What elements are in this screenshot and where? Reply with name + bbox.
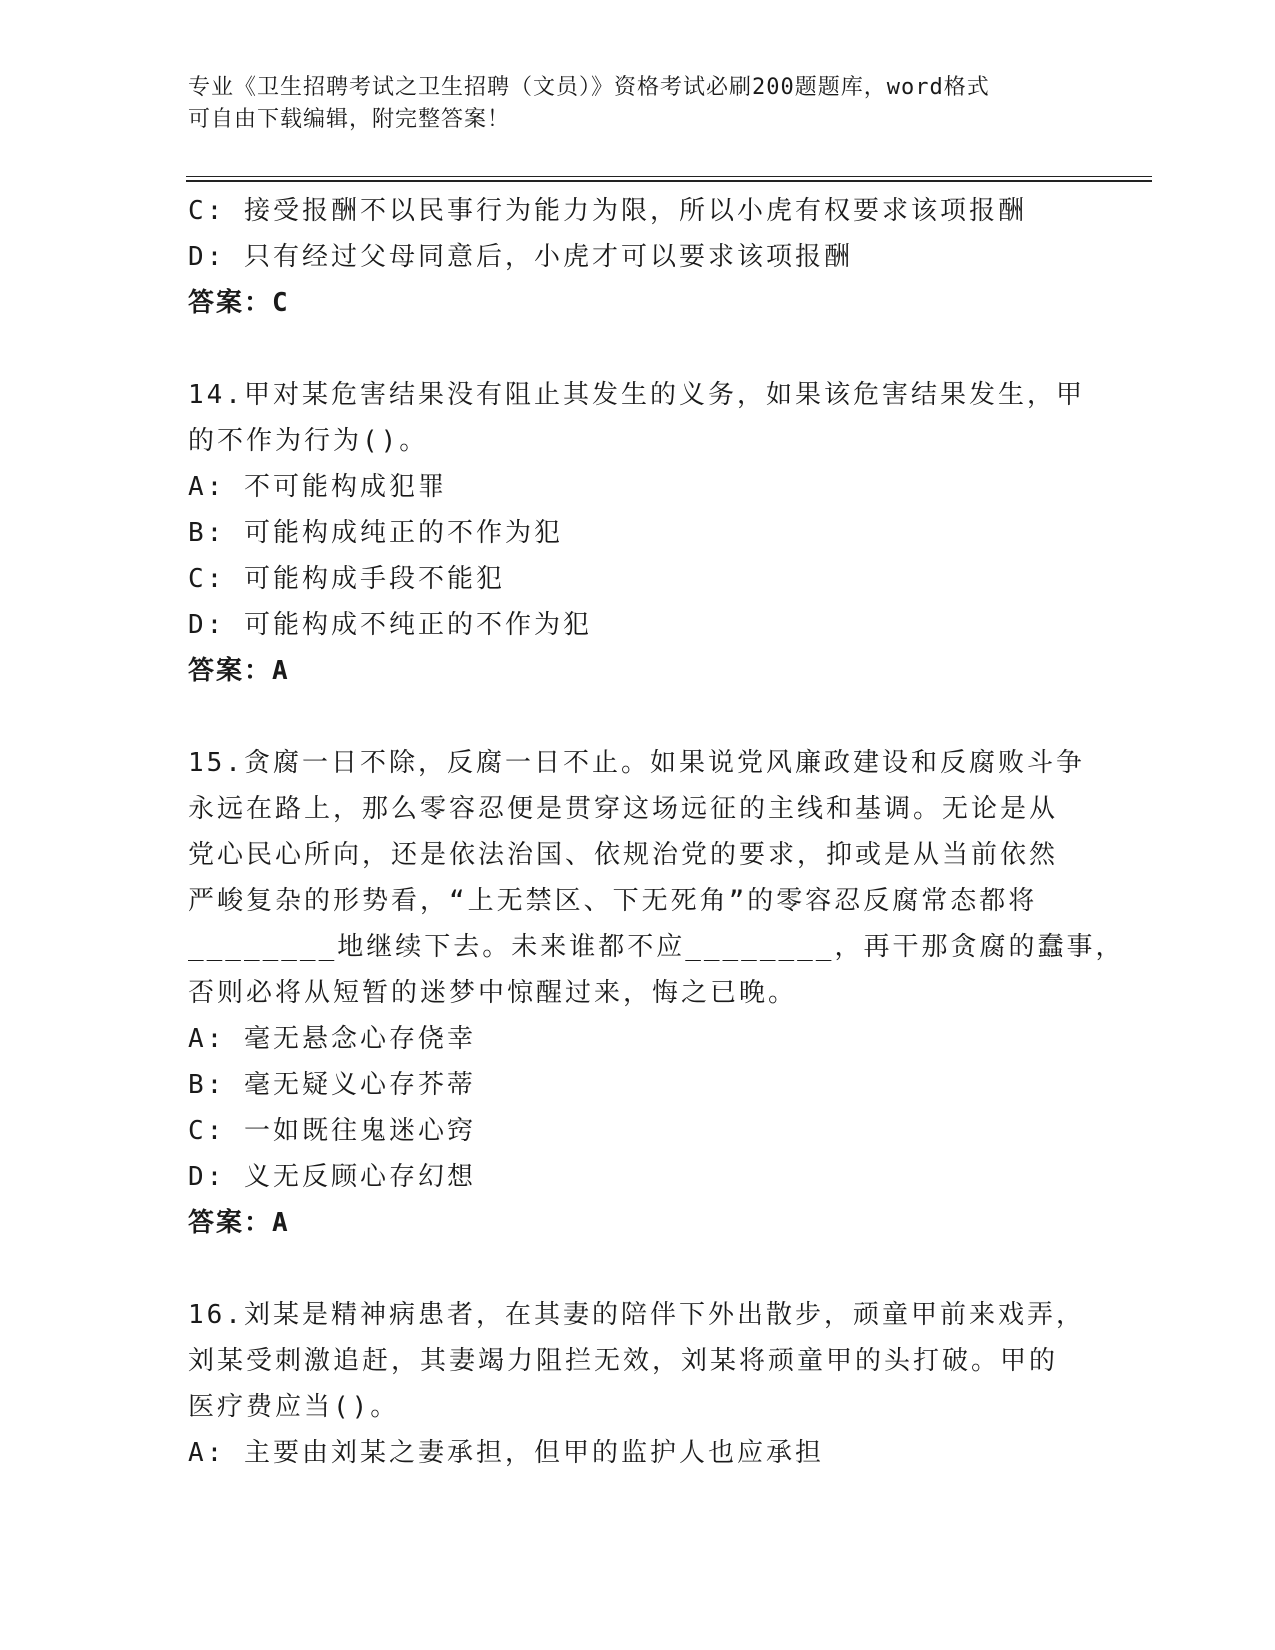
q15-option-d: D: 义无反顾心存幻想 (188, 1162, 476, 1192)
q14-stem-line-1: 14.甲对某危害结果没有阻止其发生的义务，如果该危害结果发生，甲 (188, 380, 1085, 410)
question-15 (188, 740, 1125, 1246)
document-body (188, 188, 1125, 1476)
spacer (188, 1246, 1088, 1292)
q14-option-a: A: 不可能构成犯罪 (188, 472, 447, 502)
header-title-line-2: 可自由下载编辑，附完整答案！ (188, 107, 511, 132)
question-13 (188, 188, 1088, 326)
q13-answer: 答案：C (188, 288, 290, 318)
question-14 (188, 372, 1088, 694)
q15-option-c: C: 一如既往鬼迷心窍 (188, 1116, 476, 1146)
header-divider (186, 176, 1152, 182)
q16-stem-line-2: 刘某受刺激追赶，其妻竭力阻拦无效，刘某将顽童甲的头打破。甲的 (188, 1346, 1059, 1376)
q14-answer: 答案：A (188, 656, 290, 686)
header-title-line-1: 专业《卫生招聘考试之卫生招聘（文员）》资格考试必刷200题题库，word格式 (188, 75, 990, 100)
q14-stem-line-2: 的不作为行为()。 (188, 426, 429, 456)
q13-option-c: C: 接受报酬不以民事行为能力为限，所以小虎有权要求该项报酬 (188, 196, 1027, 226)
question-16 (188, 1292, 1088, 1476)
q15-stem-line-5: ________地继续下去。未来谁都不应________，再干那贪腐的蠢事， (188, 932, 1125, 962)
q16-option-a: A: 主要由刘某之妻承担，但甲的监护人也应承担 (188, 1438, 824, 1468)
q15-option-a: A: 毫无悬念心存侥幸 (188, 1024, 476, 1054)
spacer (188, 694, 1088, 740)
page-header (188, 72, 1068, 136)
q15-stem-line-3: 党心民心所向，还是依法治国、依规治党的要求，抑或是从当前依然 (188, 840, 1059, 870)
q15-stem-line-6: 否则必将从短暂的迷梦中惊醒过来，悔之已晚。 (188, 978, 798, 1008)
spacer (188, 326, 1088, 372)
q14-option-d: D: 可能构成不纯正的不作为犯 (188, 610, 592, 640)
q13-option-d: D: 只有经过父母同意后，小虎才可以要求该项报酬 (188, 242, 853, 272)
q15-option-b: B: 毫无疑义心存芥蒂 (188, 1070, 476, 1100)
q16-stem-line-1: 16.刘某是精神病患者，在其妻的陪伴下外出散步，顽童甲前来戏弄， (188, 1300, 1085, 1330)
q15-stem-line-1: 15.贪腐一日不除，反腐一日不止。如果说党风廉政建设和反腐败斗争 (188, 748, 1085, 778)
q16-stem-line-3: 医疗费应当()。 (188, 1392, 400, 1422)
q15-answer: 答案：A (188, 1208, 290, 1238)
q15-stem-line-4: 严峻复杂的形势看，“上无禁区、下无死角”的零容忍反腐常态都将 (188, 886, 1038, 916)
q14-option-b: B: 可能构成纯正的不作为犯 (188, 518, 563, 548)
q14-option-c: C: 可能构成手段不能犯 (188, 564, 505, 594)
q15-stem-line-2: 永远在路上，那么零容忍便是贯穿这场远征的主线和基调。无论是从 (188, 794, 1059, 824)
